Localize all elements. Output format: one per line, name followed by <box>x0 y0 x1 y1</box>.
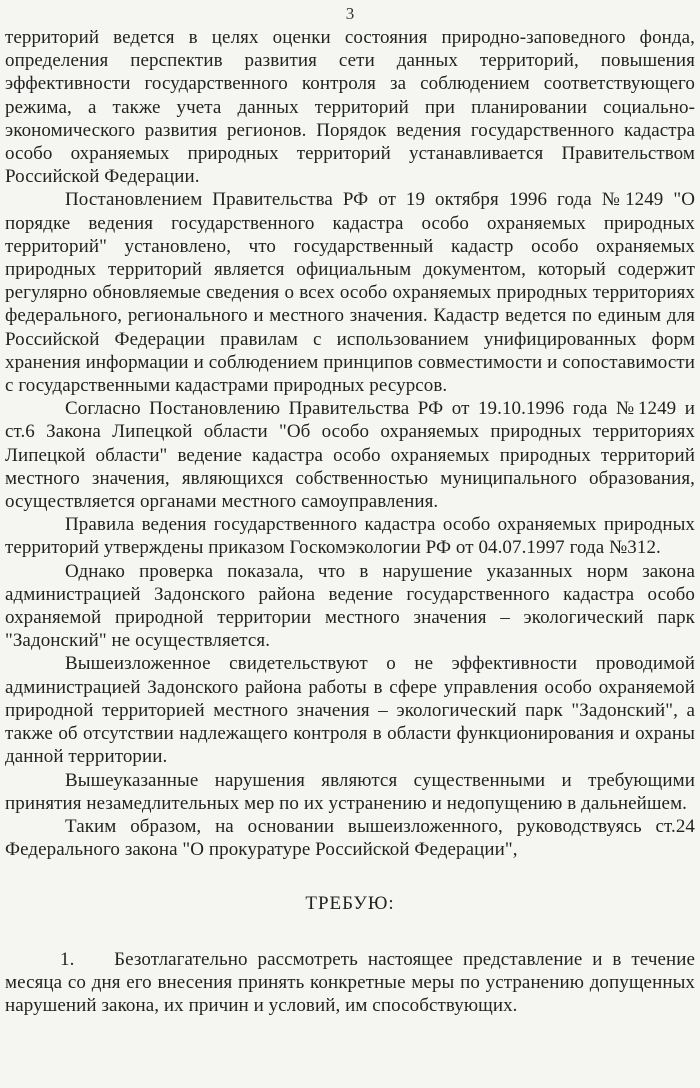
paragraph-legal-basis: Таким образом, на основании вышеизложенного, руководствуясь ст.24 Федерального закона "О прокуратуре Российской Федерации", <box>5 815 695 861</box>
paragraph-decree-1249: Постановлением Правительства РФ от 19 октября 1996 года №1249 "О порядке ведения государственного кадастра особо охраняемых природных территорий" установлено, что государственный кадастр особо охраняемых природных территорий является официальным документом, который содержит регулярно обновляемые сведения о всех особо охраняемых природных территориях федерального, регионального и местного значения. Кадастр ведется по единым для Российской Федерации правилам с использованием унифицированных форм хранения информации и соблюдением принципов совместимости и сопоставимости с государственными кадастрами природных ресурсов. <box>5 189 695 397</box>
demand-list-item <box>5 948 695 1018</box>
document-body <box>5 26 695 1017</box>
page-number: 3 <box>345 4 355 23</box>
list-item-number: 1. <box>60 948 75 970</box>
paragraph-lipetsk-law: Согласно Постановлению Правительства РФ от 19.10.1996 года №1249 и ст.6 Закона Липецкой области "Об особо охраняемых природных территориях Липецкой области" ведение кадастра особо охраняемых природных территорий местного значения, являющихся собственностью муниципального образования, осуществляется органами местного самоуправления. <box>5 398 695 513</box>
paragraph-violations: Вышеуказанные нарушения являются существенными и требующими принятия незамедлительных мер по их устранению и недопущению в дальнейшем. <box>5 769 695 814</box>
paragraph-inspection-result: Однако проверка показала, что в нарушение указанных норм закона администрацией Задонского района ведение государственного кадастра особо охраняемой природной территории местного значения – экологический парк "Задонский" не осуществляется. <box>5 560 695 652</box>
list-item-text: Безотлагательно рассмотреть настоящее представление и в течение месяца со дня его внесения принять конкретные меры по устранению допущенных нарушений закона, их причин и условий, им способствующих. <box>5 948 695 1016</box>
paragraph-continuation: территорий ведется в целях оценки состояния природно-заповедного фонда, определения перспектив развития сети данных территорий, повышения эффективности государственного контроля за соблюдением соответствующего режима, а также учета данных территорий при планировании социально-экономического развития регионов. Порядок ведения государственного кадастра особо охраняемых природных территорий устанавливается Правительством Российской Федерации. <box>5 27 695 188</box>
paragraph-cadastre-rules: Правила ведения государственного кадастра особо охраняемых природных территорий утверждены приказом Госкомэкологии РФ от 04.07.1997 года №312. <box>5 514 695 559</box>
paragraph-inefficiency: Вышеизложенное свидетельствуют о не эффективности проводимой администрацией Задонского района работы в сфере управления особо охраняемой природной территорией местного значения – экологический парк "Задонский", а также об отсутствии надлежащего контроля в области функционирования и охраны данной территории. <box>5 653 695 768</box>
demand-heading: ТРЕБУЮ: <box>305 893 395 915</box>
